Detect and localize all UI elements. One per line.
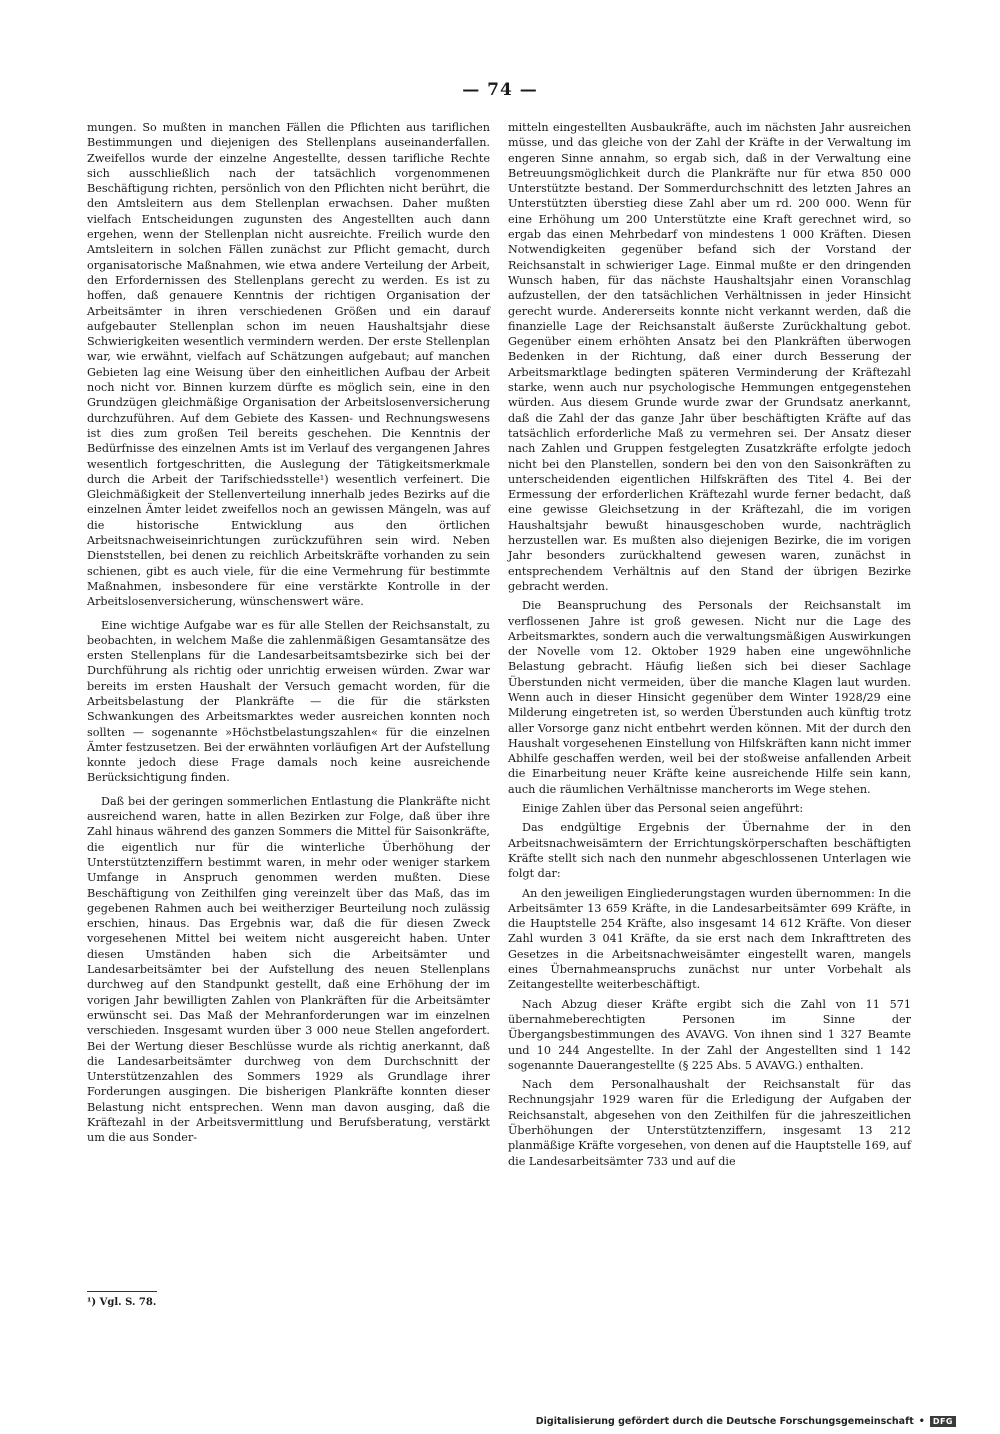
right-column (508, 120, 911, 1173)
separator-dot-icon: • (918, 1416, 925, 1427)
paragraph: Daß bei der geringen sommerlichen Entlastung die Plankräfte nicht ausreichend waren, hatte in allen Bezirken zur Folge, daß über ihre Zahl hinaus während des ganzen Sommers die Mittel für Saisonkräfte, die eigentlich nur für die winterliche Überhöhung der Unterstütztenziffern bestimmt waren, in mehr oder weniger starkem Umfange in Anspruch genommen werden mußten. Diese Beschäftigung von Zeithilfen ging vereinzelt über das Maß, das im gegebenen Rahmen auch bei weitherziger Beurteilung noch zulässig erschien, hinaus. Das Ergebnis war, daß die für diesen Zweck vorgesehenen Mittel bei weitem nicht ausgereicht haben. Unter diesen Umständen haben sich die Arbeitsämter und Landesarbeitsämter bei der Aufstellung des neuen Stellenplans durchweg auf den Standpunkt gestellt, daß eine Erhöhung der im vorigen Jahr bewilligten Zahlen von Plankräften für die Arbeitsämter erwünscht sei. Das Maß der Mehranforderungen war im einzelnen verschieden. Insgesamt wurden über 3 000 neue Stellen angefordert. Bei der Wertung dieser Beschlüsse wurde als richtig anerkannt, daß die Landesarbeitsämter durchweg von dem Durchschnitt der Unterstützenzahlen des Sommers 1929 als Grundlage ihrer Forderungen ausgingen. Die bisherigen Plankräfte konnten dieser Belastung nicht entsprechen. Wenn man davon ausging, daß die Kräftezahl in der Arbeitsvermittlung und Berufsberatung, verstärkt um die aus Sonder- (87, 794, 490, 1145)
dfg-logo: DFG (930, 1416, 956, 1427)
paragraph: Die Beanspruchung des Personals der Reichsanstalt im verflossenen Jahre ist groß gewesen. Nicht nur die Lage des Arbeitsmarktes, sondern auch die verwaltungsmäßigen Auswirkungen der Novelle vom 12. Oktober 1929 haben eine ungewöhnliche Belastung gebracht. Häufig ließen sich bei dieser Sachlage Überstunden nicht vermeiden, über die manche Klagen laut wurden. Wenn auch in dieser Hinsicht gegenüber dem Winter 1928/29 eine Milderung eingetreten ist, so werden Überstunden auch künftig trotz aller Vorsorge ganz nicht entbehrt werden können. Mit der durch den Haushalt vorgesehenen Einstellung von Hilfskräften kann nicht immer Abhilfe geschaffen werden, weil bei der stoßweise anfallenden Arbeit die Einarbeitung neuer Kräfte keine ausreichende Hilfe sein kann, auch die räumlichen Verhältnisse mancherorts im Wege stehen. (508, 599, 911, 796)
paragraph: An den jeweiligen Eingliederungstagen wurden übernommen: In die Arbeitsämter 13 659 Kräfte, in die Landesarbeitsämter 699 Kräfte, in die Hauptstelle 254 Kräfte, also insgesamt 14 612 Kräfte. Von dieser Zahl wurden 3 041 Kräfte, da sie erst nach dem Inkrafttreten des Gesetzes in die Arbeitsnachweisämter eingestellt waren, mangels eines Übernahmeanspruchs zunächst nur unter Vorbehalt als Zeitangestellte weiterbeschäftigt. (508, 886, 911, 992)
footer-text: Digitalisierung gefördert durch die Deutsche Forschungsgemeinschaft (535, 1416, 914, 1427)
paragraph: Nach dem Personalhaushalt der Reichsanstalt für das Rechnungsjahr 1929 waren für die Erledigung der Aufgaben der Reichsanstalt, abgesehen von den Zeithilfen für die jahreszeitlichen Überhöhungen der Unterstütztenziffern, insgesamt 13 212 planmäßige Kräfte vorgesehen, von denen auf die Hauptstelle 169, auf die Landesarbeitsämter 733 und auf die (508, 1078, 911, 1168)
digitization-credit (536, 1416, 956, 1427)
paragraph: mitteln eingestellten Ausbaukräfte, auch im nächsten Jahr ausreichen müsse, und das gleiche von der Zahl der Kräfte in der Verwaltung im engeren Sinne annahm, so ergab sich, daß in der Verwaltung eine Betreuungsmöglichkeit durch die Plankräfte nur für etwa 850 000 Unterstützte bestand. Der Sommerdurchschnitt des letzten Jahres an Unterstützten überstieg diese Zahl aber um rd. 200 000. Wenn für eine Erhöhung um 200 Unterstützte eine Kraft gerechnet wird, so ergab das einen Mehrbedarf von mindestens 1 000 Kräften. Diesen Notwendigkeiten gegenüber befand sich der Vorstand der Reichsanstalt in schwieriger Lage. Einmal mußte er den dringenden Wunsch haben, für das nächste Haushaltsjahr einen Voranschlag aufzustellen, der den tatsächlichen Verhältnissen in jeder Hinsicht gerecht wurde. Andererseits konnte nicht verkannt werden, daß die finanzielle Lage der Reichsanstalt äußerste Zurückhaltung gebot. Gegenüber einem erhöhten Ansatz bei den Plankräften überwogen Bedenken in der Richtung, daß einer durch Besserung der Arbeitsmarktlage bedingten späteren Verminderung der Kräftezahl starke, wenn auch nur psychologische Hemmungen entgegenstehen würden. Aus diesem Grunde wurde zwar der Grundsatz anerkannt, daß die Zahl der das ganze Jahr über beschäftigten Kräfte auf das tatsächlich erforderliche Maß zu vermehren sei. Der Ansatz dieser nach Zahlen und Gruppen festgelegten Zusatzkräfte erfolgte jedoch nicht bei den Planstellen, sondern bei den von den Saisonkräften zu unterscheidenden eigentlichen Hilfskräften des Titel 4. Bei der Ermessung der erforderlichen Kräftezahl wurde ferner bedacht, daß eine gewisse Gleichsetzung in der Kräftezahl, die im vorigen Haushaltsjahr bewußt hinausgeschoben wurde, nachträglich herzustellen war. Es mußten also diejenigen Bezirke, die im vorigen Jahr besonders zurückhaltend gewesen waren, zunächst in entsprechendem Verhältnis auf den Stand der übrigen Bezirke gebracht werden. (508, 121, 911, 593)
paragraph: mungen. So mußten in manchen Fällen die Pflichten aus tariflichen Bestimmungen und diejenigen des Stellenplans auseinanderfallen. Zweifellos wurde der einzelne Angestellte, dessen tarifliche Rechte sich ausschließlich nach der tatsächlich vorgenommenen Beschäftigung richten, persönlich von den Pflichten nicht berührt, die den Amtsleitern aus dem Stellenplan erwachsen. Daher mußten vielfach Entscheidungen zugunsten des Angestellten auch dann ergehen, wenn der Stellenplan nicht ausreichte. Freilich wurde den Amtsleitern in solchen Fällen zunächst zur Pflicht gemacht, durch organisatorische Maßnahmen, wie etwa andere Verteilung der Arbeit, den Erfordernissen des Stellenplans gerecht zu werden. Es ist zu hoffen, daß genauere Kenntnis der richtigen Organisation der Arbeitsämter in ihren verschiedenen Größen und ein darauf aufgebauter Stellenplan schon im neuen Haushaltsjahr diese Schwierigkeiten wesentlich vermindern werden. Der erste Stellenplan war, wie erwähnt, vielfach auf Schätzungen aufgebaut; auf manchen Gebieten lag eine Weisung über den einheitlichen Aufbau der Arbeit noch nicht vor. Binnen kurzem dürfte es möglich sein, eine in den Grundzügen gleichmäßige Organisation der Arbeitslosenversicherung durchzuführen. Auf dem Gebiete des Kassen- und Rechnungswesens ist dies zum großen Teil bereits geschehen. Die Kenntnis der Bedürfnisse des einzelnen Amts ist im Verlauf des vergangenen Jahres wesentlich fortgeschritten, die Auslegung der Tätigkeitsmerkmale durch die Arbeit der Tarifschiedsstelle¹) wesentlich verfeinert. Die Gleichmäßigkeit der Stellenverteilung innerhalb jedes Bezirks auf die einzelnen Ämter leidet zweifellos noch an gewissen Mängeln, was auf die historische Entwicklung aus den örtlichen Arbeitsnachweiseinrichtungen zurückzuführen sein wird. Neben Dienststellen, bei denen zu reichlich Arbeitskräfte vorhanden zu sein schienen, gibt es auch viele, für die eine Vermehrung für bestimmte Maßnahmen, insbesondere für eine verstärkte Kontrolle in der Arbeitslosenversicherung, wünschenswert wäre. (87, 121, 490, 609)
paragraph: Einige Zahlen über das Personal seien angeführt: (522, 802, 804, 816)
page-number: — 74 — (462, 80, 538, 100)
paragraph: Das endgültige Ergebnis der Übernahme der in den Arbeitsnachweisämtern der Errichtungskörperschaften beschäftigten Kräfte stellt sich nach den nunmehr abgeschlossenen Unterlagen wie folgt dar: (508, 821, 911, 881)
left-column (87, 120, 490, 1150)
paragraph: Nach Abzug dieser Kräfte ergibt sich die Zahl von 11 571 übernahmeberechtigten Personen im Sinne der Übergangsbestimmungen des AVAVG. Von ihnen sind 1 327 Beamte und 10 244 Angestellte. In der Zahl der Angestellten sind 1 142 sogenannte Dauerangestellte (§ 225 Abs. 5 AVAVG.) enthalten. (508, 997, 911, 1072)
paragraph: Eine wichtige Aufgabe war es für alle Stellen der Reichsanstalt, zu beobachten, in welchem Maße die zahlenmäßigen Gesamtansätze des ersten Stellenplans für die Landesarbeitsamtsbezirke sich bei der Durchführung als richtig oder unrichtig erweisen würden. Zwar war bereits im ersten Haushalt der Versuch gemacht worden, für die Arbeitsbelastung der Plankräfte — die für die stärksten Schwankungen des Arbeitsmarktes weder ausreichen konnten noch sollten — sogenannte »Höchstbelastungszahlen« für die einzelnen Ämter festzusetzen. Bei der erwähnten vorläufigen Art der Aufstellung konnte jedoch diese Frage damals noch keine ausreichende Berücksichtigung finden. (87, 618, 490, 785)
footnote-divider (87, 1291, 157, 1292)
footnote: ¹) Vgl. S. 78. (87, 1297, 157, 1308)
